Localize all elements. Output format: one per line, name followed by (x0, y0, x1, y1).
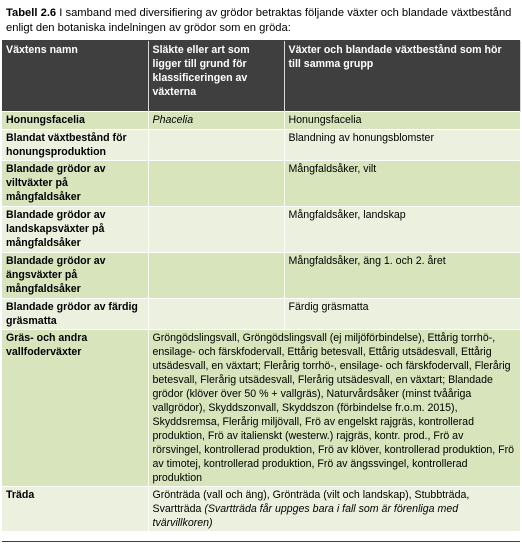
table-row (2, 253, 520, 299)
row-genus (148, 253, 284, 299)
row-genus: Phacelia (148, 112, 284, 130)
row-name: Blandat växtbestånd för honungsproduktion (2, 130, 148, 161)
row-name: Träda (2, 487, 148, 532)
table-header-row (2, 41, 520, 112)
table-row (2, 130, 520, 161)
row-name: Blandade grödor av färdig gräsmatta (2, 299, 148, 330)
caption-text: I samband med diversifiering av grödor betraktas följande växter och blandade växtbestånd enligt den botaniska indelningen av grödor som en gröda: (6, 7, 512, 34)
row-group-merged: Gröngödslingsvall, Gröngödslingsvall (ej miljöförbindelse), Ettårig torrhö-, ensilage- och färskfodervall, Ettårig betesvall, Ettårig utsädesvall, Ettårig utsädesvall, en växtart; Flerårig torrhö-, ensilage- och färskfodervall, Flerårig betesvall, Flerårig utsädesvall, Flerårig utsädesvall, en växtart; Blandade grödor (klöver över 50 % + vallgräs), Naturvårdsåker (minst tvååriga vallgrödor), Skyddszonvall, Skyddszon (förbindelse fr.o.m. 2015), Skyddsremsa, Flerårig miljövall, Frö av engelskt rajgräs, kontrollerad produktion, Frö av italienskt (westerw.) rajgräs, kontr. prod., Frö av rörsvingel, kontrollerad produktion, Frö av klöver, kontrollerad produktion, Frö av timotej, kontrollerad produktion, Frö av ängssvingel, kontrollerad produktion (148, 330, 520, 487)
row-group: Färdig gräsmatta (284, 299, 520, 330)
row-name: Blandade grödor av viltväxter på mångfaldsåker (2, 161, 148, 207)
row-group-merged (148, 487, 520, 532)
row-genus (148, 161, 284, 207)
fallow-text: Grönträda (vall och äng), Grönträda (vilt och landskap), Stubbträda, Svartträda (152, 489, 470, 515)
table-row (2, 112, 520, 130)
row-group: Mångfaldsåker, landskap (284, 207, 520, 253)
row-group: Honungsfacelia (284, 112, 520, 130)
header-genus: Släkte eller art som ligger till grund för klassificeringen av växterna (148, 41, 284, 112)
row-group: Mångfaldsåker, äng 1. och 2. året (284, 253, 520, 299)
table-row (2, 161, 520, 207)
table-bottom-rule (2, 541, 520, 542)
row-genus (148, 207, 284, 253)
row-group: Mångfaldsåker, vilt (284, 161, 520, 207)
row-name: Honungsfacelia (2, 112, 148, 130)
table-row (2, 299, 520, 330)
row-genus (148, 299, 284, 330)
fallow-note: (Svartträda får uppges bara i fall som är förenliga med tvärvillkoren) (152, 503, 459, 529)
table-caption (6, 6, 516, 36)
header-plant-name: Växtens namn (2, 41, 148, 112)
header-group: Växter och blandade växtbestånd som hör till samma grupp (284, 41, 520, 112)
row-group: Blandning av honungsblomster (284, 130, 520, 161)
table-row (2, 207, 520, 253)
row-name: Blandade grödor av landskapsväxter på mångfaldsåker (2, 207, 148, 253)
table-row-grass (2, 330, 520, 487)
row-genus (148, 130, 284, 161)
crop-table (2, 41, 521, 531)
row-name: Blandade grödor av ängsväxter på mångfaldsåker (2, 253, 148, 299)
table-row-fallow (2, 487, 520, 532)
caption-label: Tabell 2.6 (6, 7, 57, 19)
row-name: Gräs- och andra vallfoderväxter (2, 330, 148, 487)
